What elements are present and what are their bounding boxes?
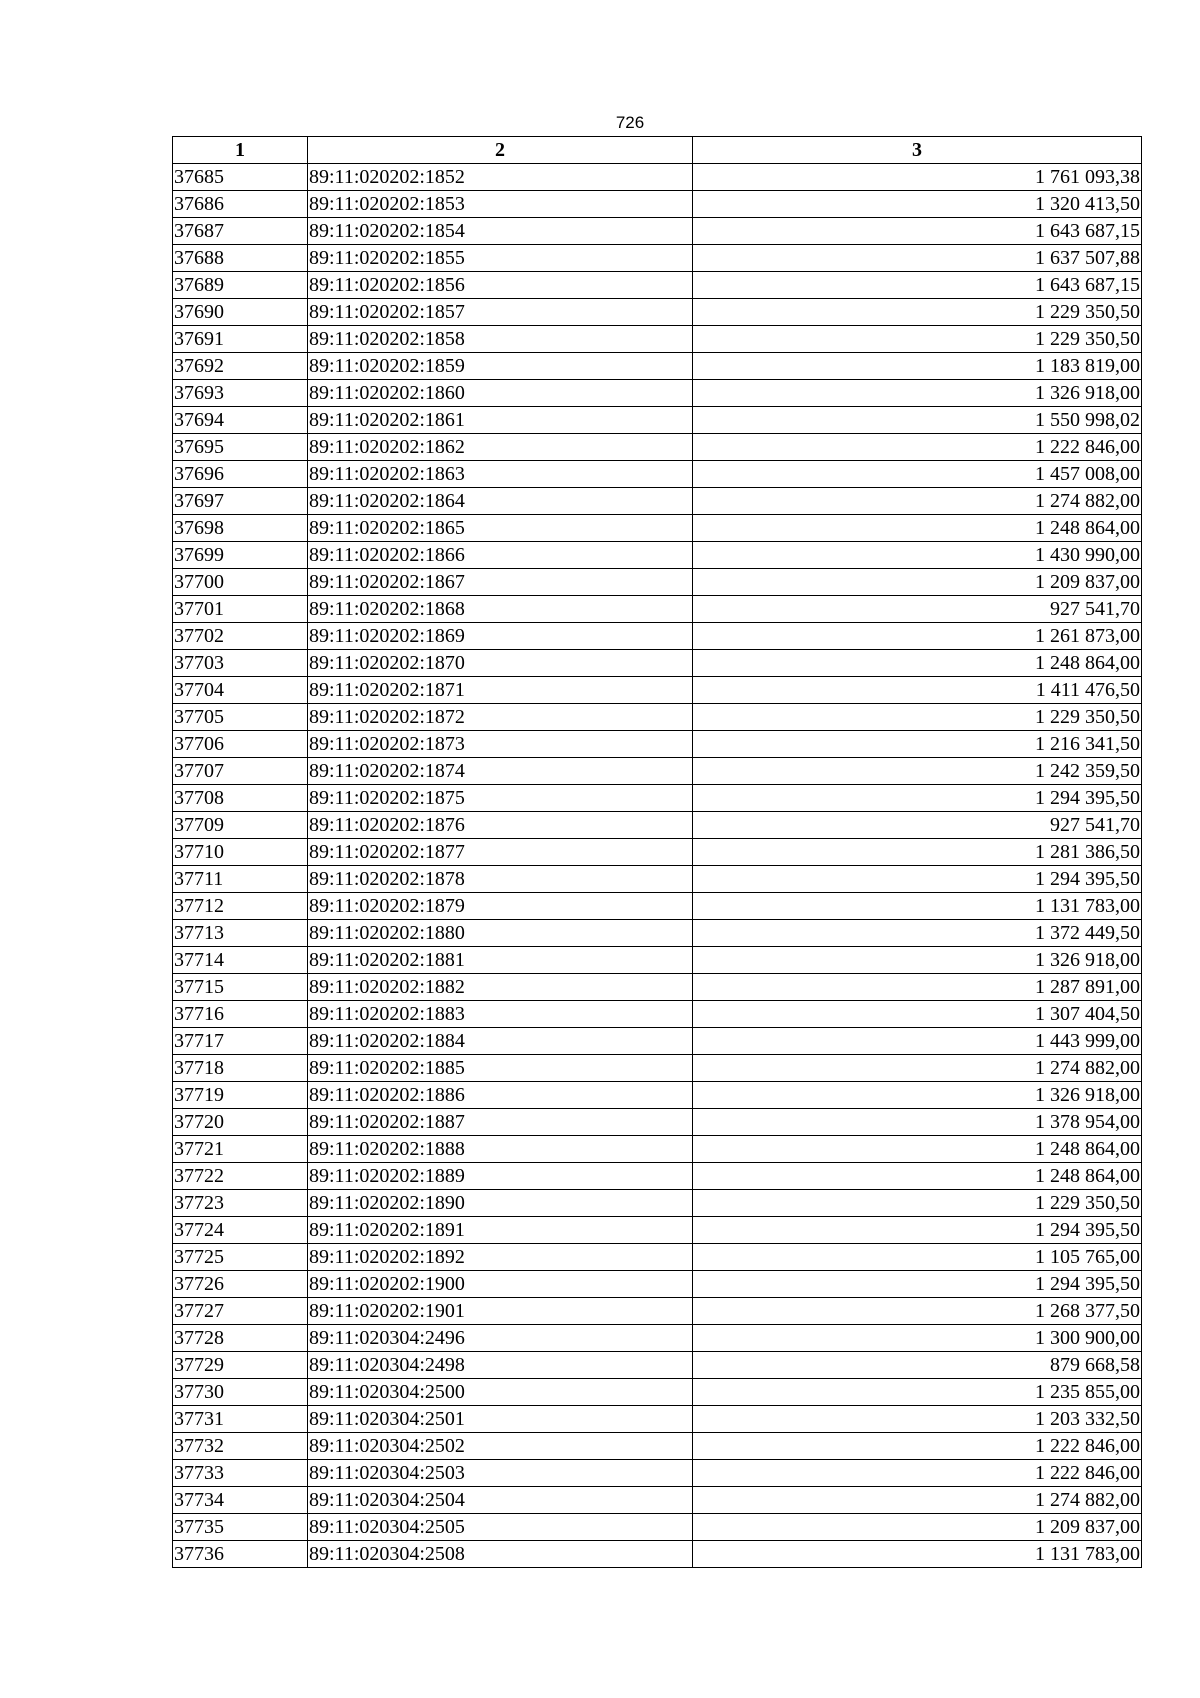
cadastral-number-cell: 89:11:020202:1871 [308,677,693,704]
row-number-cell: 37710 [173,839,308,866]
table-row [173,1244,1142,1271]
cadastral-value-cell: 1 248 864,00 [693,1136,1142,1163]
cadastral-value-cell: 1 222 846,00 [693,1433,1142,1460]
table-row [173,488,1142,515]
row-number-cell: 37728 [173,1325,308,1352]
row-number-cell: 37726 [173,1271,308,1298]
table-row [173,785,1142,812]
table-row [173,380,1142,407]
table-row [173,623,1142,650]
table-row [173,1487,1142,1514]
table-row [173,1217,1142,1244]
table-header-row [173,137,1142,164]
cadastral-value-cell: 1 242 359,50 [693,758,1142,785]
table-row [173,1055,1142,1082]
table-row [173,353,1142,380]
cadastral-value-cell: 1 378 954,00 [693,1109,1142,1136]
cadastral-value-cell: 1 209 837,00 [693,569,1142,596]
cadastral-number-cell: 89:11:020202:1862 [308,434,693,461]
cadastral-value-cell: 1 235 855,00 [693,1379,1142,1406]
cadastral-value-cell: 1 183 819,00 [693,353,1142,380]
cadastral-value-cell: 1 411 476,50 [693,677,1142,704]
cadastral-value-cell: 927 541,70 [693,812,1142,839]
table-row [173,299,1142,326]
cadastral-number-cell: 89:11:020202:1855 [308,245,693,272]
cadastral-number-cell: 89:11:020202:1878 [308,866,693,893]
table-row [173,1136,1142,1163]
row-number-cell: 37686 [173,191,308,218]
cadastral-number-cell: 89:11:020304:2498 [308,1352,693,1379]
cadastral-number-cell: 89:11:020202:1884 [308,1028,693,1055]
cadastral-number-cell: 89:11:020202:1888 [308,1136,693,1163]
table-row [173,704,1142,731]
cadastral-number-cell: 89:11:020202:1856 [308,272,693,299]
table-row [173,1028,1142,1055]
cadastral-number-cell: 89:11:020304:2502 [308,1433,693,1460]
cadastral-number-cell: 89:11:020202:1891 [308,1217,693,1244]
row-number-cell: 37718 [173,1055,308,1082]
cadastral-number-cell: 89:11:020202:1876 [308,812,693,839]
row-number-cell: 37734 [173,1487,308,1514]
row-number-cell: 37693 [173,380,308,407]
row-number-cell: 37687 [173,218,308,245]
table-row [173,1082,1142,1109]
cadastral-number-cell: 89:11:020202:1883 [308,1001,693,1028]
row-number-cell: 37713 [173,920,308,947]
table-row [173,218,1142,245]
table-row [173,326,1142,353]
cadastral-value-cell: 1 294 395,50 [693,866,1142,893]
cadastral-number-cell: 89:11:020202:1853 [308,191,693,218]
cadastral-value-table [172,136,1142,1568]
row-number-cell: 37712 [173,893,308,920]
table-row [173,1541,1142,1568]
table-row [173,650,1142,677]
cadastral-number-cell: 89:11:020202:1860 [308,380,693,407]
cadastral-number-cell: 89:11:020304:2503 [308,1460,693,1487]
cadastral-value-cell: 1 300 900,00 [693,1325,1142,1352]
cadastral-value-cell: 1 287 891,00 [693,974,1142,1001]
table-row [173,758,1142,785]
cadastral-value-cell: 1 326 918,00 [693,1082,1142,1109]
cadastral-value-cell: 1 281 386,50 [693,839,1142,866]
cadastral-value-cell: 1 248 864,00 [693,515,1142,542]
table-row [173,731,1142,758]
row-number-cell: 37685 [173,164,308,191]
table-row [173,1433,1142,1460]
row-number-cell: 37697 [173,488,308,515]
row-number-cell: 37702 [173,623,308,650]
row-number-cell: 37736 [173,1541,308,1568]
cadastral-number-cell: 89:11:020202:1880 [308,920,693,947]
table-row [173,272,1142,299]
row-number-cell: 37703 [173,650,308,677]
table-row [173,515,1142,542]
row-number-cell: 37688 [173,245,308,272]
cadastral-number-cell: 89:11:020202:1877 [308,839,693,866]
cadastral-value-cell: 1 248 864,00 [693,650,1142,677]
row-number-cell: 37729 [173,1352,308,1379]
cadastral-value-cell: 1 131 783,00 [693,893,1142,920]
table-row [173,920,1142,947]
row-number-cell: 37714 [173,947,308,974]
cadastral-number-cell: 89:11:020202:1857 [308,299,693,326]
row-number-cell: 37706 [173,731,308,758]
cadastral-number-cell: 89:11:020202:1869 [308,623,693,650]
table-row [173,542,1142,569]
cadastral-number-cell: 89:11:020304:2508 [308,1541,693,1568]
row-number-cell: 37722 [173,1163,308,1190]
column-header-3: 3 [693,137,1142,164]
cadastral-value-cell: 1 320 413,50 [693,191,1142,218]
cadastral-number-cell: 89:11:020202:1872 [308,704,693,731]
cadastral-value-cell: 1 430 990,00 [693,542,1142,569]
cadastral-number-cell: 89:11:020202:1885 [308,1055,693,1082]
cadastral-number-cell: 89:11:020202:1873 [308,731,693,758]
row-number-cell: 37732 [173,1433,308,1460]
table-row [173,1163,1142,1190]
cadastral-value-cell: 1 105 765,00 [693,1244,1142,1271]
cadastral-number-cell: 89:11:020202:1901 [308,1298,693,1325]
cadastral-value-cell: 1 326 918,00 [693,380,1142,407]
row-number-cell: 37689 [173,272,308,299]
cadastral-value-cell: 1 457 008,00 [693,461,1142,488]
table-row [173,164,1142,191]
table-row [173,569,1142,596]
row-number-cell: 37711 [173,866,308,893]
table-row [173,434,1142,461]
cadastral-value-cell: 1 209 837,00 [693,1514,1142,1541]
cadastral-value-cell: 1 643 687,15 [693,218,1142,245]
table-row [173,191,1142,218]
row-number-cell: 37692 [173,353,308,380]
cadastral-value-cell: 1 222 846,00 [693,1460,1142,1487]
row-number-cell: 37725 [173,1244,308,1271]
cadastral-value-cell: 1 229 350,50 [693,299,1142,326]
row-number-cell: 37695 [173,434,308,461]
cadastral-number-cell: 89:11:020202:1854 [308,218,693,245]
table-row [173,1352,1142,1379]
row-number-cell: 37720 [173,1109,308,1136]
cadastral-number-cell: 89:11:020202:1889 [308,1163,693,1190]
table-row [173,407,1142,434]
cadastral-value-cell: 1 294 395,50 [693,1217,1142,1244]
cadastral-value-cell: 1 261 873,00 [693,623,1142,650]
cadastral-number-cell: 89:11:020304:2505 [308,1514,693,1541]
cadastral-number-cell: 89:11:020304:2496 [308,1325,693,1352]
row-number-cell: 37731 [173,1406,308,1433]
cadastral-number-cell: 89:11:020202:1865 [308,515,693,542]
cadastral-value-cell: 1 643 687,15 [693,272,1142,299]
row-number-cell: 37717 [173,1028,308,1055]
row-number-cell: 37700 [173,569,308,596]
table-row [173,839,1142,866]
cadastral-number-cell: 89:11:020202:1882 [308,974,693,1001]
cadastral-number-cell: 89:11:020202:1870 [308,650,693,677]
cadastral-value-cell: 1 307 404,50 [693,1001,1142,1028]
row-number-cell: 37724 [173,1217,308,1244]
cadastral-value-cell: 1 216 341,50 [693,731,1142,758]
row-number-cell: 37698 [173,515,308,542]
row-number-cell: 37709 [173,812,308,839]
cadastral-number-cell: 89:11:020304:2504 [308,1487,693,1514]
cadastral-value-cell: 1 203 332,50 [693,1406,1142,1433]
cadastral-value-cell: 1 229 350,50 [693,1190,1142,1217]
column-header-2: 2 [308,137,693,164]
row-number-cell: 37701 [173,596,308,623]
table-row [173,596,1142,623]
cadastral-value-cell: 1 131 783,00 [693,1541,1142,1568]
cadastral-value-cell: 1 229 350,50 [693,326,1142,353]
cadastral-number-cell: 89:11:020202:1861 [308,407,693,434]
table-row [173,1514,1142,1541]
cadastral-value-cell: 1 761 093,38 [693,164,1142,191]
table-body [173,164,1142,1568]
row-number-cell: 37733 [173,1460,308,1487]
row-number-cell: 37730 [173,1379,308,1406]
row-number-cell: 37708 [173,785,308,812]
row-number-cell: 37727 [173,1298,308,1325]
column-header-1: 1 [173,137,308,164]
cadastral-value-cell: 1 294 395,50 [693,1271,1142,1298]
row-number-cell: 37735 [173,1514,308,1541]
cadastral-value-cell: 1 268 377,50 [693,1298,1142,1325]
row-number-cell: 37704 [173,677,308,704]
cadastral-value-cell: 927 541,70 [693,596,1142,623]
table-row [173,1460,1142,1487]
cadastral-number-cell: 89:11:020202:1874 [308,758,693,785]
cadastral-value-cell: 1 274 882,00 [693,488,1142,515]
cadastral-value-cell: 1 229 350,50 [693,704,1142,731]
cadastral-number-cell: 89:11:020202:1867 [308,569,693,596]
cadastral-number-cell: 89:11:020202:1881 [308,947,693,974]
row-number-cell: 37707 [173,758,308,785]
cadastral-number-cell: 89:11:020304:2500 [308,1379,693,1406]
table-row [173,677,1142,704]
cadastral-value-cell: 1 372 449,50 [693,920,1142,947]
row-number-cell: 37719 [173,1082,308,1109]
cadastral-number-cell: 89:11:020202:1868 [308,596,693,623]
table-row [173,245,1142,272]
cadastral-number-cell: 89:11:020202:1864 [308,488,693,515]
row-number-cell: 37696 [173,461,308,488]
table-row [173,1379,1142,1406]
table-row [173,974,1142,1001]
table-row [173,866,1142,893]
cadastral-number-cell: 89:11:020202:1887 [308,1109,693,1136]
cadastral-value-cell: 1 637 507,88 [693,245,1142,272]
table-row [173,461,1142,488]
row-number-cell: 37705 [173,704,308,731]
table-row [173,1298,1142,1325]
cadastral-value-cell: 1 274 882,00 [693,1487,1142,1514]
cadastral-value-cell: 1 443 999,00 [693,1028,1142,1055]
table-row [173,1325,1142,1352]
table-row [173,1109,1142,1136]
cadastral-value-cell: 879 668,58 [693,1352,1142,1379]
table-row [173,1406,1142,1433]
cadastral-value-cell: 1 294 395,50 [693,785,1142,812]
cadastral-value-cell: 1 326 918,00 [693,947,1142,974]
row-number-cell: 37715 [173,974,308,1001]
cadastral-number-cell: 89:11:020202:1890 [308,1190,693,1217]
cadastral-number-cell: 89:11:020304:2501 [308,1406,693,1433]
table-row [173,812,1142,839]
row-number-cell: 37723 [173,1190,308,1217]
row-number-cell: 37691 [173,326,308,353]
row-number-cell: 37694 [173,407,308,434]
page-number: 726 [615,113,645,132]
table-row [173,893,1142,920]
row-number-cell: 37699 [173,542,308,569]
cadastral-value-cell: 1 550 998,02 [693,407,1142,434]
table-row [173,1271,1142,1298]
row-number-cell: 37721 [173,1136,308,1163]
table-row [173,1190,1142,1217]
cadastral-number-cell: 89:11:020202:1886 [308,1082,693,1109]
cadastral-number-cell: 89:11:020202:1852 [308,164,693,191]
row-number-cell: 37716 [173,1001,308,1028]
cadastral-value-cell: 1 222 846,00 [693,434,1142,461]
cadastral-number-cell: 89:11:020202:1900 [308,1271,693,1298]
cadastral-number-cell: 89:11:020202:1866 [308,542,693,569]
cadastral-number-cell: 89:11:020202:1863 [308,461,693,488]
row-number-cell: 37690 [173,299,308,326]
cadastral-number-cell: 89:11:020202:1875 [308,785,693,812]
table-row [173,947,1142,974]
table-row [173,1001,1142,1028]
cadastral-value-cell: 1 274 882,00 [693,1055,1142,1082]
cadastral-number-cell: 89:11:020202:1879 [308,893,693,920]
cadastral-number-cell: 89:11:020202:1859 [308,353,693,380]
cadastral-number-cell: 89:11:020202:1858 [308,326,693,353]
cadastral-value-cell: 1 248 864,00 [693,1163,1142,1190]
cadastral-number-cell: 89:11:020202:1892 [308,1244,693,1271]
